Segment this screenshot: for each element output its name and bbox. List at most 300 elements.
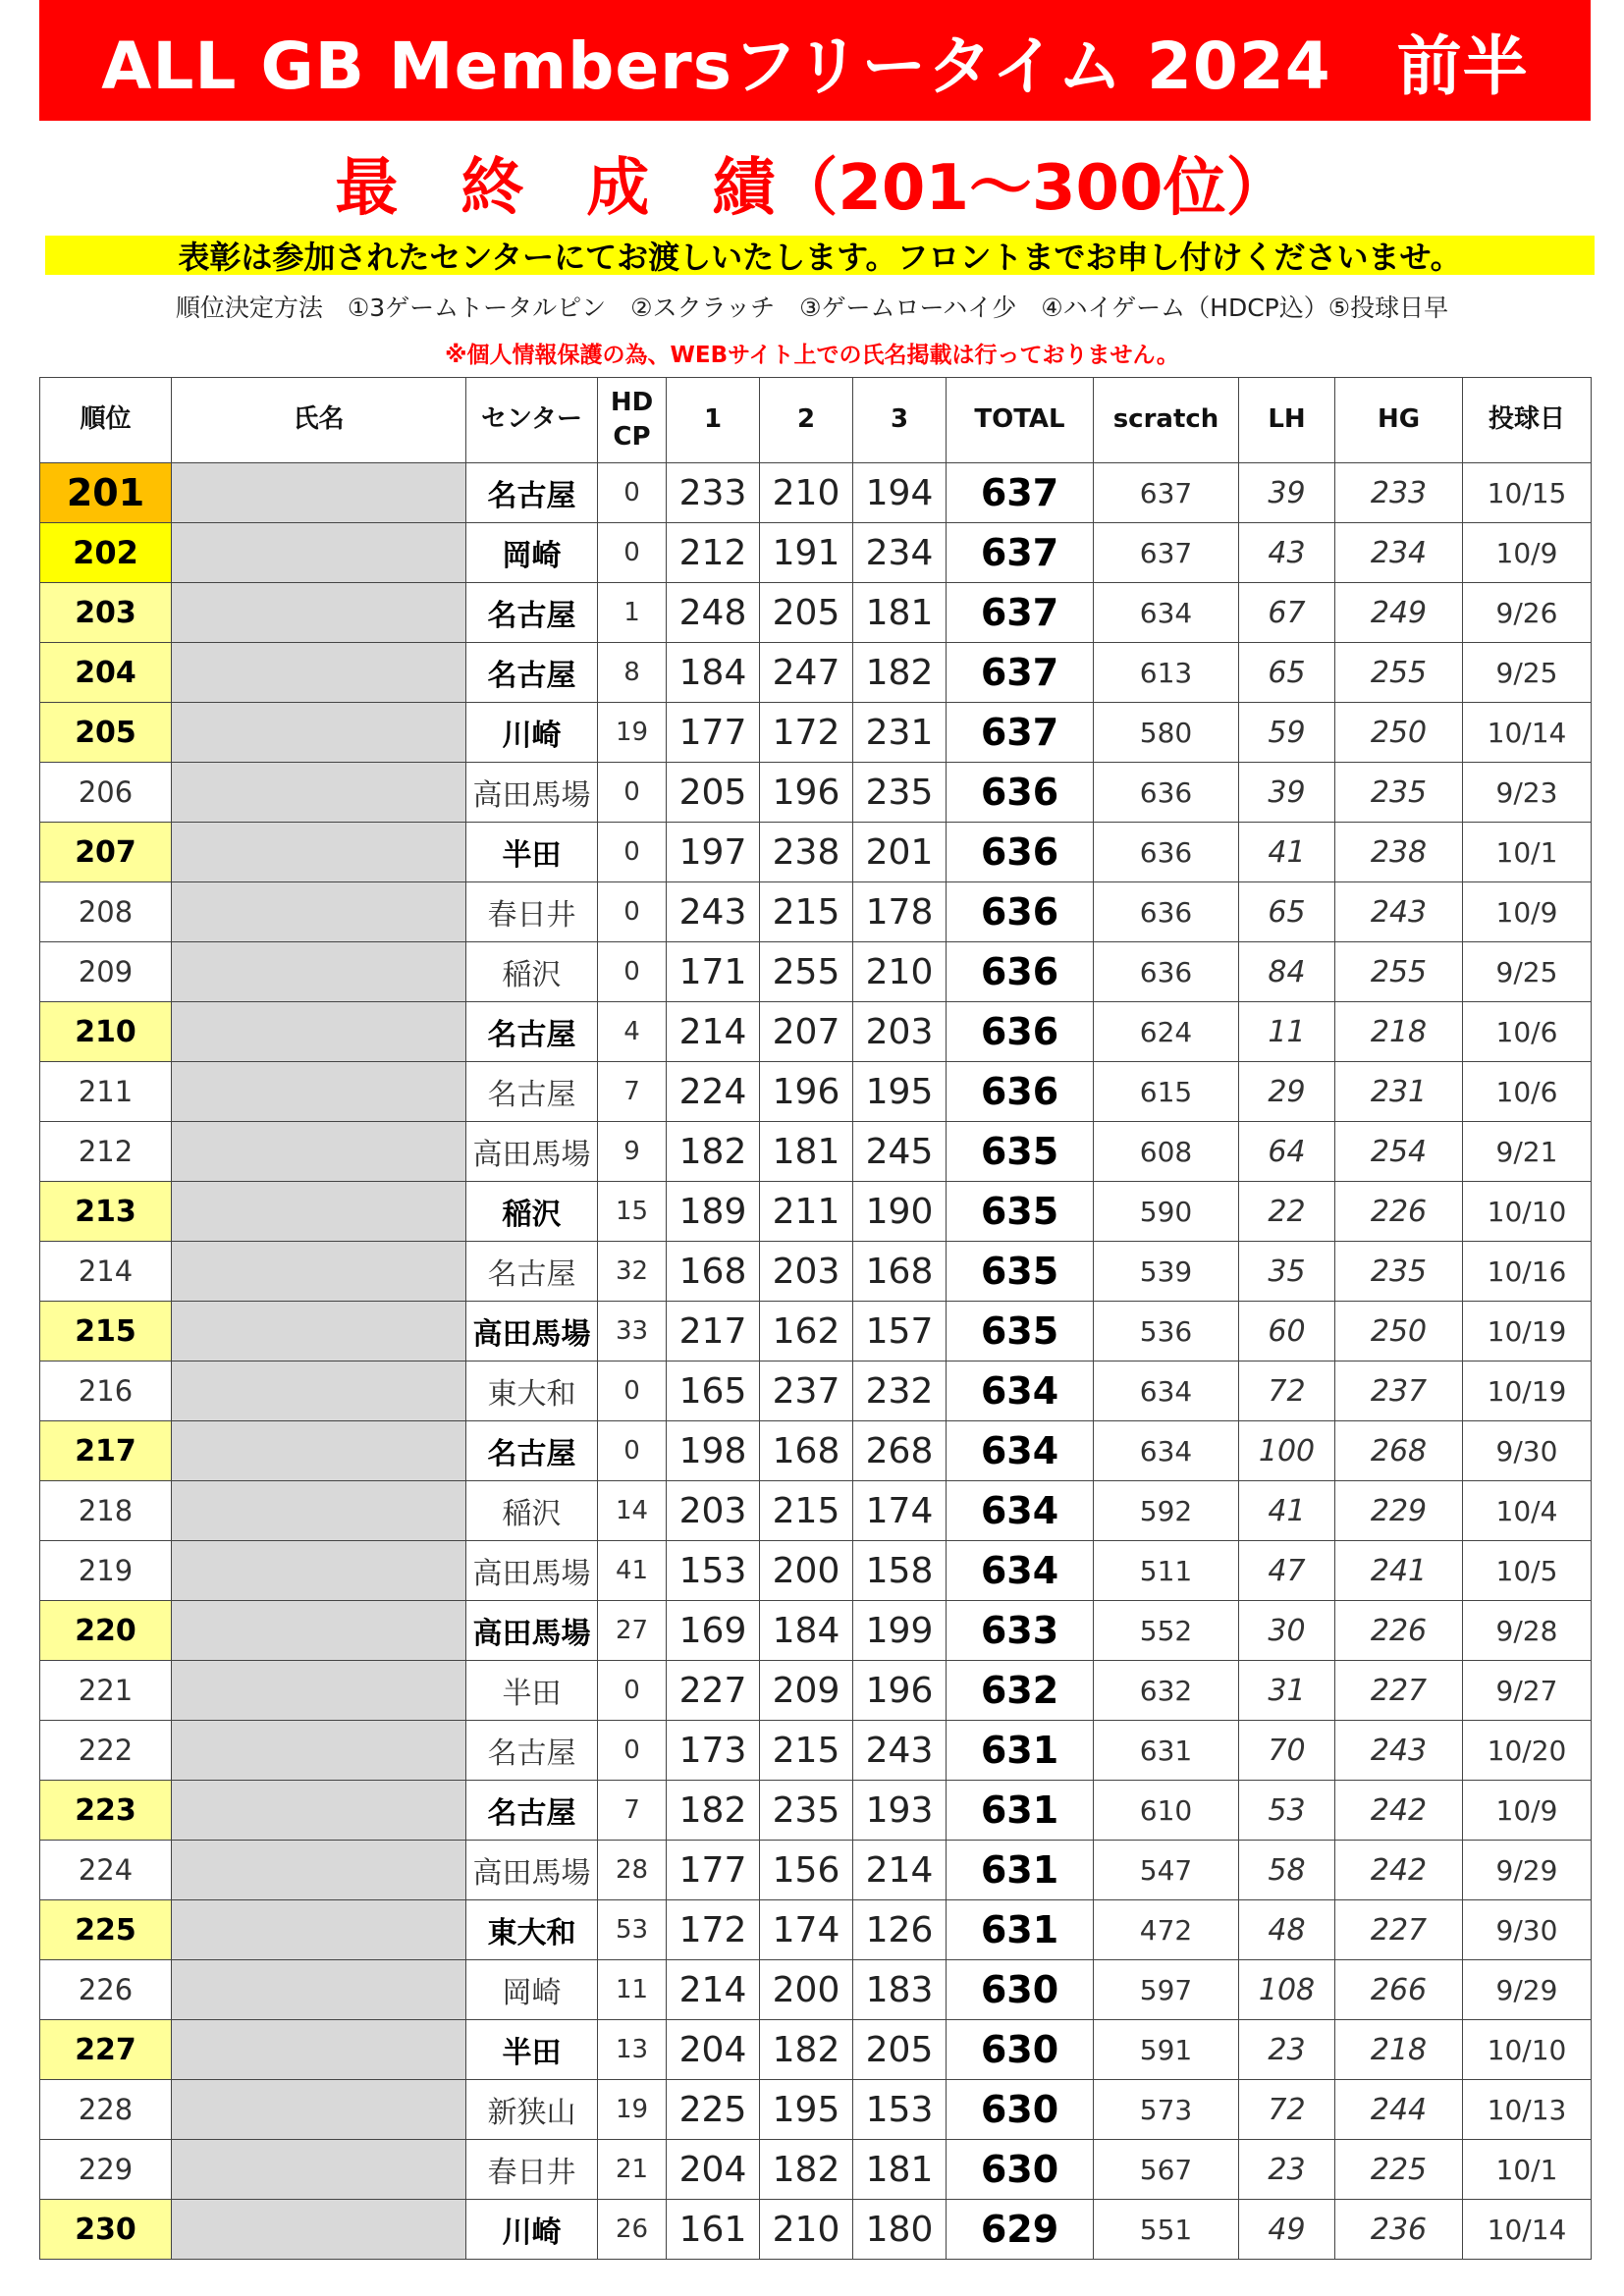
game1-cell: 198 (667, 1421, 760, 1481)
hg-cell: 254 (1335, 1122, 1463, 1182)
rank-cell: 217 (40, 1421, 172, 1481)
rank-cell: 201 (40, 463, 172, 523)
date-cell: 9/26 (1463, 583, 1592, 643)
hg-cell: 243 (1335, 1721, 1463, 1781)
game3-cell: 196 (853, 1661, 947, 1721)
total-cell: 634 (947, 1421, 1094, 1481)
table-row (40, 463, 1592, 523)
game1-cell: 182 (667, 1122, 760, 1182)
game1-cell: 173 (667, 1721, 760, 1781)
name-masked-cell (172, 1541, 466, 1601)
date-cell: 9/28 (1463, 1601, 1592, 1661)
game3-cell: 268 (853, 1421, 947, 1481)
hdcp-cell: 0 (598, 882, 667, 942)
game1-cell: 248 (667, 583, 760, 643)
scratch-cell: 636 (1094, 823, 1239, 882)
rank-cell: 210 (40, 1002, 172, 1062)
hdcp-cell: 7 (598, 1781, 667, 1841)
scratch-cell: 610 (1094, 1781, 1239, 1841)
name-masked-cell (172, 2140, 466, 2200)
header-date: 投球日 (1463, 378, 1592, 463)
header-hg: HG (1335, 378, 1463, 463)
name-masked-cell (172, 763, 466, 823)
header-name: 氏名 (172, 378, 466, 463)
game2-cell: 255 (760, 942, 853, 1002)
center-cell: 高田馬場 (466, 1302, 598, 1362)
table-header-row (40, 378, 1592, 463)
privacy-notice: ※個人情報保護の為、WEBサイト上での氏名掲載は行っておりません。 (445, 343, 1179, 368)
rank-cell: 212 (40, 1122, 172, 1182)
lh-cell: 43 (1239, 523, 1335, 583)
rank-cell: 205 (40, 703, 172, 763)
hdcp-cell: 0 (598, 763, 667, 823)
scratch-cell: 624 (1094, 1002, 1239, 1062)
total-cell: 637 (947, 523, 1094, 583)
center-cell: 川崎 (466, 2200, 598, 2260)
table-row (40, 1421, 1592, 1481)
date-cell: 9/27 (1463, 1661, 1592, 1721)
table-row (40, 1541, 1592, 1601)
game3-cell: 203 (853, 1002, 947, 1062)
hg-cell: 241 (1335, 1541, 1463, 1601)
game2-cell: 203 (760, 1242, 853, 1302)
game3-cell: 199 (853, 1601, 947, 1661)
total-cell: 633 (947, 1601, 1094, 1661)
total-cell: 636 (947, 942, 1094, 1002)
rank-cell: 229 (40, 2140, 172, 2200)
scratch-cell: 637 (1094, 463, 1239, 523)
lh-cell: 39 (1239, 763, 1335, 823)
lh-cell: 65 (1239, 882, 1335, 942)
scratch-cell: 567 (1094, 2140, 1239, 2200)
lh-cell: 31 (1239, 1661, 1335, 1721)
name-masked-cell (172, 463, 466, 523)
game1-cell: 233 (667, 463, 760, 523)
hg-cell: 242 (1335, 1781, 1463, 1841)
rank-cell: 222 (40, 1721, 172, 1781)
hg-cell: 235 (1335, 1242, 1463, 1302)
name-masked-cell (172, 2200, 466, 2260)
table-row (40, 942, 1592, 1002)
scratch-cell: 615 (1094, 1062, 1239, 1122)
center-cell: 新狭山 (466, 2080, 598, 2140)
header-hdcp-line2: CP (613, 422, 651, 452)
rank-cell: 214 (40, 1242, 172, 1302)
scratch-cell: 547 (1094, 1841, 1239, 1900)
hdcp-cell: 0 (598, 942, 667, 1002)
table-row (40, 823, 1592, 882)
date-cell: 10/16 (1463, 1242, 1592, 1302)
game1-cell: 227 (667, 1661, 760, 1721)
game3-cell: 235 (853, 763, 947, 823)
table-row (40, 523, 1592, 583)
hg-cell: 227 (1335, 1661, 1463, 1721)
hg-cell: 234 (1335, 523, 1463, 583)
hg-cell: 249 (1335, 583, 1463, 643)
name-masked-cell (172, 1122, 466, 1182)
lh-cell: 64 (1239, 1122, 1335, 1182)
game3-cell: 181 (853, 2140, 947, 2200)
game3-cell: 126 (853, 1900, 947, 1960)
name-masked-cell (172, 1062, 466, 1122)
hdcp-cell: 7 (598, 1062, 667, 1122)
lh-cell: 108 (1239, 1960, 1335, 2020)
rank-cell: 227 (40, 2020, 172, 2080)
game1-cell: 184 (667, 643, 760, 703)
game2-cell: 235 (760, 1781, 853, 1841)
hdcp-cell: 0 (598, 463, 667, 523)
scratch-cell: 636 (1094, 882, 1239, 942)
total-cell: 630 (947, 2140, 1094, 2200)
lh-cell: 60 (1239, 1302, 1335, 1362)
scratch-cell: 632 (1094, 1661, 1239, 1721)
game3-cell: 245 (853, 1122, 947, 1182)
hdcp-cell: 8 (598, 643, 667, 703)
game3-cell: 193 (853, 1781, 947, 1841)
hg-cell: 255 (1335, 942, 1463, 1002)
date-cell: 9/29 (1463, 1841, 1592, 1900)
rank-cell: 203 (40, 583, 172, 643)
game1-cell: 171 (667, 942, 760, 1002)
center-cell: 高田馬場 (466, 1601, 598, 1661)
game2-cell: 196 (760, 763, 853, 823)
lh-cell: 49 (1239, 2200, 1335, 2260)
game1-cell: 177 (667, 703, 760, 763)
hg-cell: 226 (1335, 1182, 1463, 1242)
game1-cell: 243 (667, 882, 760, 942)
hg-cell: 226 (1335, 1601, 1463, 1661)
hg-cell: 218 (1335, 1002, 1463, 1062)
game2-cell: 184 (760, 1601, 853, 1661)
date-cell: 10/9 (1463, 1781, 1592, 1841)
game3-cell: 158 (853, 1541, 947, 1601)
game1-cell: 224 (667, 1062, 760, 1122)
game1-cell: 168 (667, 1242, 760, 1302)
date-cell: 10/1 (1463, 823, 1592, 882)
total-cell: 636 (947, 1062, 1094, 1122)
game1-cell: 161 (667, 2200, 760, 2260)
game2-cell: 191 (760, 523, 853, 583)
game2-cell: 210 (760, 2200, 853, 2260)
hg-cell: 231 (1335, 1062, 1463, 1122)
hdcp-cell: 32 (598, 1242, 667, 1302)
game3-cell: 174 (853, 1481, 947, 1541)
center-cell: 名古屋 (466, 583, 598, 643)
scratch-cell: 636 (1094, 763, 1239, 823)
header-game-2: 2 (760, 378, 853, 463)
game2-cell: 195 (760, 2080, 853, 2140)
game2-cell: 247 (760, 643, 853, 703)
game2-cell: 211 (760, 1182, 853, 1242)
game3-cell: 183 (853, 1960, 947, 2020)
lh-cell: 22 (1239, 1182, 1335, 1242)
hg-cell: 235 (1335, 763, 1463, 823)
hdcp-cell: 0 (598, 1661, 667, 1721)
game3-cell: 180 (853, 2200, 947, 2260)
center-cell: 名古屋 (466, 1421, 598, 1481)
date-cell: 10/9 (1463, 882, 1592, 942)
table-row (40, 1721, 1592, 1781)
scratch-cell: 634 (1094, 1362, 1239, 1421)
game1-cell: 197 (667, 823, 760, 882)
name-masked-cell (172, 1841, 466, 1900)
game2-cell: 237 (760, 1362, 853, 1421)
award-notice: 表彰は参加されたセンターにてお渡しいたします。フロントまでお申し付けくださいませ。 (45, 236, 1595, 275)
rank-cell: 213 (40, 1182, 172, 1242)
table-row (40, 1362, 1592, 1421)
game2-cell: 207 (760, 1002, 853, 1062)
game2-cell: 238 (760, 823, 853, 882)
lh-cell: 23 (1239, 2140, 1335, 2200)
date-cell: 10/6 (1463, 1002, 1592, 1062)
hdcp-cell: 26 (598, 2200, 667, 2260)
scratch-cell: 634 (1094, 583, 1239, 643)
date-cell: 10/19 (1463, 1302, 1592, 1362)
game1-cell: 182 (667, 1781, 760, 1841)
total-cell: 637 (947, 703, 1094, 763)
total-cell: 630 (947, 2020, 1094, 2080)
name-masked-cell (172, 1781, 466, 1841)
hg-cell: 268 (1335, 1421, 1463, 1481)
rank-cell: 204 (40, 643, 172, 703)
lh-cell: 29 (1239, 1062, 1335, 1122)
lh-cell: 84 (1239, 942, 1335, 1002)
date-cell: 10/9 (1463, 523, 1592, 583)
hdcp-cell: 1 (598, 583, 667, 643)
table-row (40, 2200, 1592, 2260)
name-masked-cell (172, 1960, 466, 2020)
lh-cell: 72 (1239, 1362, 1335, 1421)
name-masked-cell (172, 1302, 466, 1362)
name-masked-cell (172, 1182, 466, 1242)
lh-cell: 39 (1239, 463, 1335, 523)
game1-cell: 165 (667, 1362, 760, 1421)
game2-cell: 209 (760, 1661, 853, 1721)
scratch-cell: 592 (1094, 1481, 1239, 1541)
scratch-cell: 608 (1094, 1122, 1239, 1182)
header-center: センター (466, 378, 598, 463)
center-cell: 川崎 (466, 703, 598, 763)
game2-cell: 196 (760, 1062, 853, 1122)
game3-cell: 243 (853, 1721, 947, 1781)
scratch-cell: 539 (1094, 1242, 1239, 1302)
name-masked-cell (172, 1601, 466, 1661)
center-cell: 東大和 (466, 1362, 598, 1421)
table-row (40, 1002, 1592, 1062)
scratch-cell: 580 (1094, 703, 1239, 763)
scratch-cell: 634 (1094, 1421, 1239, 1481)
game2-cell: 215 (760, 1481, 853, 1541)
center-cell: 岡崎 (466, 1960, 598, 2020)
lh-cell: 35 (1239, 1242, 1335, 1302)
game1-cell: 204 (667, 2140, 760, 2200)
total-cell: 637 (947, 583, 1094, 643)
lh-cell: 72 (1239, 2080, 1335, 2140)
total-cell: 629 (947, 2200, 1094, 2260)
total-cell: 631 (947, 1721, 1094, 1781)
rank-cell: 209 (40, 942, 172, 1002)
name-masked-cell (172, 1661, 466, 1721)
name-masked-cell (172, 942, 466, 1002)
center-cell: 半田 (466, 2020, 598, 2080)
table-row (40, 703, 1592, 763)
hg-cell: 266 (1335, 1960, 1463, 2020)
game3-cell: 157 (853, 1302, 947, 1362)
game2-cell: 174 (760, 1900, 853, 1960)
date-cell: 10/4 (1463, 1481, 1592, 1541)
center-cell: 名古屋 (466, 1781, 598, 1841)
game3-cell: 234 (853, 523, 947, 583)
total-cell: 637 (947, 643, 1094, 703)
name-masked-cell (172, 882, 466, 942)
game3-cell: 182 (853, 643, 947, 703)
date-cell: 10/5 (1463, 1541, 1592, 1601)
rank-cell: 225 (40, 1900, 172, 1960)
name-masked-cell (172, 1421, 466, 1481)
total-cell: 634 (947, 1481, 1094, 1541)
center-cell: 稲沢 (466, 942, 598, 1002)
header-scratch: scratch (1094, 378, 1239, 463)
game1-cell: 203 (667, 1481, 760, 1541)
scratch-cell: 536 (1094, 1302, 1239, 1362)
game1-cell: 217 (667, 1302, 760, 1362)
hg-cell: 255 (1335, 643, 1463, 703)
lh-cell: 100 (1239, 1421, 1335, 1481)
center-cell: 高田馬場 (466, 763, 598, 823)
game2-cell: 172 (760, 703, 853, 763)
total-cell: 632 (947, 1661, 1094, 1721)
name-masked-cell (172, 1362, 466, 1421)
center-cell: 稲沢 (466, 1481, 598, 1541)
table-row (40, 1900, 1592, 1960)
date-cell: 10/19 (1463, 1362, 1592, 1421)
game3-cell: 231 (853, 703, 947, 763)
hdcp-cell: 33 (598, 1302, 667, 1362)
game1-cell: 214 (667, 1002, 760, 1062)
rank-cell: 206 (40, 763, 172, 823)
center-cell: 春日井 (466, 2140, 598, 2200)
table-row (40, 1182, 1592, 1242)
date-cell: 10/6 (1463, 1062, 1592, 1122)
results-table (39, 377, 1592, 2260)
game2-cell: 182 (760, 2140, 853, 2200)
center-cell: 東大和 (466, 1900, 598, 1960)
lh-cell: 23 (1239, 2020, 1335, 2080)
header-total: TOTAL (947, 378, 1094, 463)
rank-cell: 228 (40, 2080, 172, 2140)
rank-cell: 223 (40, 1781, 172, 1841)
game2-cell: 200 (760, 1960, 853, 2020)
hg-cell: 244 (1335, 2080, 1463, 2140)
hdcp-cell: 15 (598, 1182, 667, 1242)
center-cell: 高田馬場 (466, 1122, 598, 1182)
scratch-cell: 636 (1094, 942, 1239, 1002)
rank-cell: 211 (40, 1062, 172, 1122)
lh-cell: 58 (1239, 1841, 1335, 1900)
scratch-cell: 590 (1094, 1182, 1239, 1242)
total-cell: 635 (947, 1182, 1094, 1242)
scratch-cell: 511 (1094, 1541, 1239, 1601)
lh-cell: 59 (1239, 703, 1335, 763)
scratch-cell: 551 (1094, 2200, 1239, 2260)
hdcp-cell: 14 (598, 1481, 667, 1541)
table-row (40, 1960, 1592, 2020)
hg-cell: 233 (1335, 463, 1463, 523)
hdcp-cell: 0 (598, 1721, 667, 1781)
scratch-cell: 637 (1094, 523, 1239, 583)
scratch-cell: 591 (1094, 2020, 1239, 2080)
hg-cell: 237 (1335, 1362, 1463, 1421)
total-cell: 631 (947, 1781, 1094, 1841)
scratch-cell: 573 (1094, 2080, 1239, 2140)
center-cell: 名古屋 (466, 1002, 598, 1062)
name-masked-cell (172, 583, 466, 643)
total-cell: 631 (947, 1841, 1094, 1900)
center-cell: 名古屋 (466, 463, 598, 523)
date-cell: 9/30 (1463, 1421, 1592, 1481)
lh-cell: 48 (1239, 1900, 1335, 1960)
hdcp-cell: 21 (598, 2140, 667, 2200)
hdcp-cell: 11 (598, 1960, 667, 2020)
game1-cell: 204 (667, 2020, 760, 2080)
date-cell: 10/10 (1463, 2020, 1592, 2080)
scratch-cell: 631 (1094, 1721, 1239, 1781)
game1-cell: 172 (667, 1900, 760, 1960)
date-cell: 10/14 (1463, 2200, 1592, 2260)
rank-cell: 220 (40, 1601, 172, 1661)
hg-cell: 218 (1335, 2020, 1463, 2080)
rank-cell: 208 (40, 882, 172, 942)
table-row (40, 1122, 1592, 1182)
game3-cell: 153 (853, 2080, 947, 2140)
lh-cell: 53 (1239, 1781, 1335, 1841)
scratch-cell: 472 (1094, 1900, 1239, 1960)
total-cell: 637 (947, 463, 1094, 523)
total-cell: 636 (947, 823, 1094, 882)
header-lh: LH (1239, 378, 1335, 463)
center-cell: 稲沢 (466, 1182, 598, 1242)
game3-cell: 178 (853, 882, 947, 942)
center-cell: 高田馬場 (466, 1841, 598, 1900)
game1-cell: 225 (667, 2080, 760, 2140)
center-cell: 名古屋 (466, 1242, 598, 1302)
hdcp-cell: 13 (598, 2020, 667, 2080)
table-row (40, 2020, 1592, 2080)
game1-cell: 153 (667, 1541, 760, 1601)
ranking-method: 順位決定方法 ①3ゲームトータルピン ②スクラッチ ③ゲームローハイ少 ④ハイゲーム（HDCP込）⑤投球日早 (175, 294, 1449, 322)
lh-cell: 70 (1239, 1721, 1335, 1781)
game1-cell: 189 (667, 1182, 760, 1242)
game2-cell: 181 (760, 1122, 853, 1182)
game3-cell: 194 (853, 463, 947, 523)
total-cell: 636 (947, 763, 1094, 823)
table-row (40, 1661, 1592, 1721)
date-cell: 10/10 (1463, 1182, 1592, 1242)
date-cell: 9/29 (1463, 1960, 1592, 2020)
rank-cell: 230 (40, 2200, 172, 2260)
rank-cell: 207 (40, 823, 172, 882)
center-cell: 春日井 (466, 882, 598, 942)
total-cell: 635 (947, 1302, 1094, 1362)
date-cell: 10/13 (1463, 2080, 1592, 2140)
game2-cell: 168 (760, 1421, 853, 1481)
hdcp-cell: 53 (598, 1900, 667, 1960)
hg-cell: 250 (1335, 703, 1463, 763)
center-cell: 名古屋 (466, 1062, 598, 1122)
table-row (40, 1601, 1592, 1661)
hdcp-cell: 0 (598, 1362, 667, 1421)
total-cell: 635 (947, 1242, 1094, 1302)
